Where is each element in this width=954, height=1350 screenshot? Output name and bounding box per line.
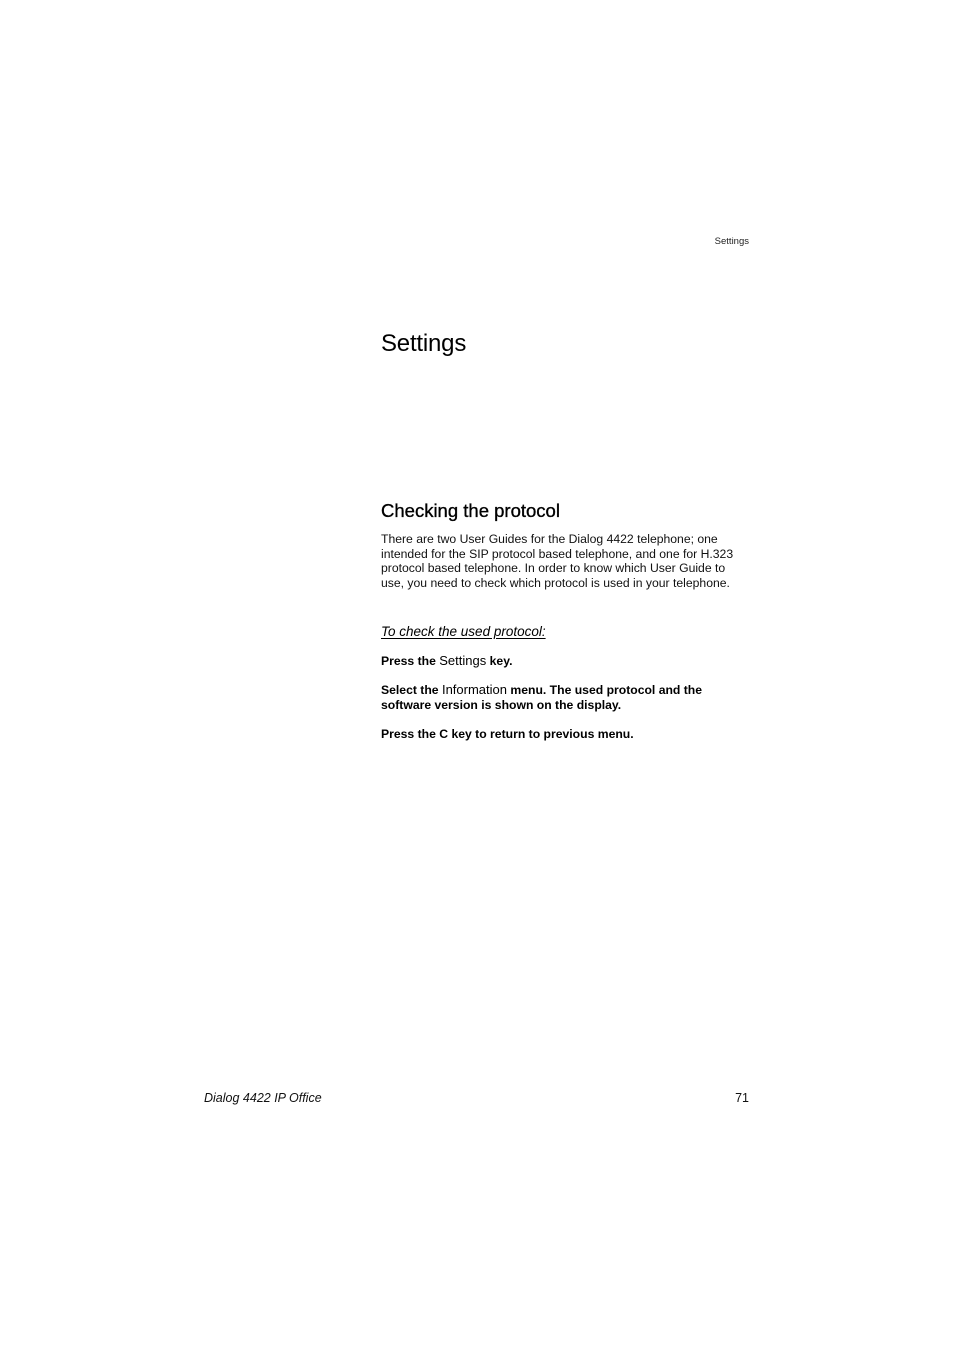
chapter-title: Settings	[381, 330, 467, 357]
settings-key-name: Settings	[439, 653, 487, 668]
intro-paragraph: There are two User Guides for the Dialog 4422 telephone; one intended for the SIP protocol based telephone, and one for H.323 protocol based telephone. In order to know which User Guide to use, you need to check which protocol is used in your telephone.	[381, 532, 734, 590]
section-heading: Checking the protocol	[381, 500, 560, 521]
footer-page-number: 71	[735, 1091, 749, 1105]
footer-document-title: Dialog 4422 IP Office	[204, 1091, 322, 1105]
procedure-step-3: Press the C key to return to previous menu.	[381, 727, 634, 741]
procedure-step-1	[381, 654, 751, 669]
step-2-text-before: Select the	[381, 683, 442, 697]
information-menu-name: Information	[441, 682, 508, 697]
procedure-step-2	[381, 683, 751, 712]
step-1-text-after: key.	[486, 654, 513, 668]
running-header: Settings	[714, 236, 749, 247]
step-2-text-after: menu. The used protocol and the software version is shown on the display.	[381, 683, 703, 712]
procedure-title: To check the used protocol:	[381, 624, 546, 639]
step-1-text-before: Press the	[381, 654, 440, 668]
